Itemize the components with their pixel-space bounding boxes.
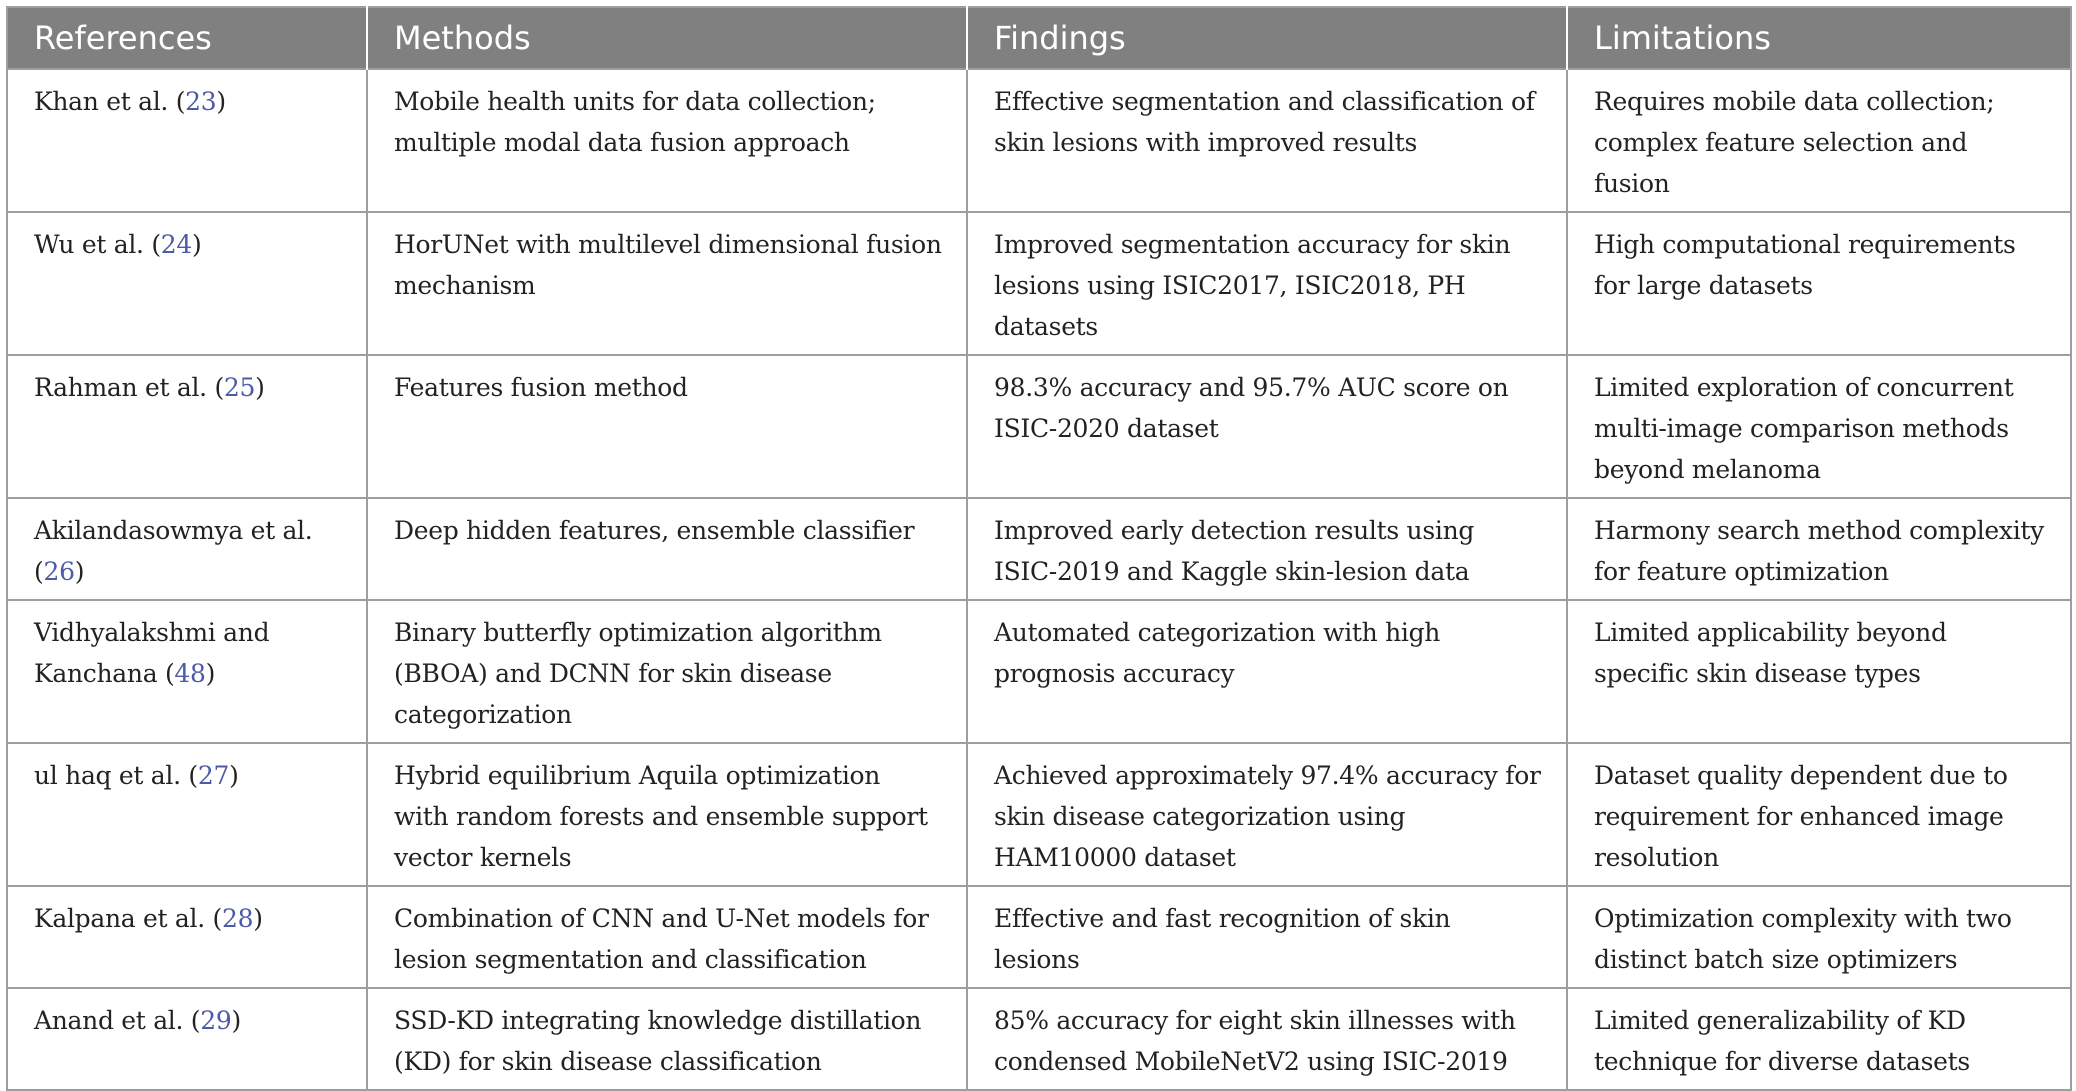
reference-text: Rahman et al. ( [34, 373, 224, 402]
citation-link[interactable]: 26 [43, 557, 75, 586]
cell-limitations: Limited applicability beyond specific skin disease types [1567, 600, 2071, 743]
reference-close: ) [255, 373, 265, 402]
cell-findings: 85% accuracy for eight skin illnesses with condensed MobileNetV2 using ISIC-2019 [967, 988, 1567, 1090]
cell-findings: Achieved approximately 97.4% accuracy for skin disease categorization using HAM10000 dataset [967, 743, 1567, 886]
reference-close: ) [231, 1006, 241, 1035]
literature-review-table-container [6, 6, 2070, 1076]
cell-limitations: Requires mobile data collection; complex feature selection and fusion [1567, 69, 2071, 212]
reference-text: Vidhyalakshmi and Kanchana ( [34, 618, 270, 688]
literature-review-table [6, 6, 2072, 1091]
cell-reference [7, 600, 367, 743]
cell-reference [7, 355, 367, 498]
cell-reference [7, 743, 367, 886]
citation-link[interactable]: 29 [200, 1006, 232, 1035]
cell-findings: Improved segmentation accuracy for skin lesions using ISIC2017, ISIC2018, PH datasets [967, 212, 1567, 355]
cell-limitations: Harmony search method complexity for feature optimization [1567, 498, 2071, 600]
cell-methods: HorUNet with multilevel dimensional fusion mechanism [367, 212, 967, 355]
cell-methods: Combination of CNN and U-Net models for lesion segmentation and classification [367, 886, 967, 988]
header-row [7, 7, 2071, 69]
cell-methods: Hybrid equilibrium Aquila optimization with random forests and ensemble support vector kernels [367, 743, 967, 886]
cell-limitations: Optimization complexity with two distinct batch size optimizers [1567, 886, 2071, 988]
reference-close: ) [205, 659, 216, 688]
citation-link[interactable]: 23 [185, 87, 217, 116]
table-row [7, 69, 2071, 212]
header-methods: Methods [367, 7, 967, 69]
cell-methods: SSD-KD integrating knowledge distillation (KD) for skin disease classification [367, 988, 967, 1090]
citation-link[interactable]: 48 [174, 659, 206, 688]
reference-text: Khan et al. ( [34, 87, 186, 116]
cell-findings: Effective and fast recognition of skin lesions [967, 886, 1567, 988]
cell-limitations: High computational requirements for large datasets [1567, 212, 2071, 355]
citation-link[interactable]: 24 [160, 230, 192, 259]
cell-findings: Improved early detection results using ISIC-2019 and Kaggle skin-lesion data [967, 498, 1567, 600]
reference-close: ) [253, 904, 263, 933]
cell-limitations: Limited exploration of concurrent multi-image comparison methods beyond melanoma [1567, 355, 2071, 498]
cell-methods: Binary butterfly optimization algorithm (BBOA) and DCNN for skin disease categorization [367, 600, 967, 743]
cell-methods: Features fusion method [367, 355, 967, 498]
reference-text: Akilandasowmya et al. ( [34, 516, 313, 586]
citation-link[interactable]: 25 [223, 373, 256, 402]
cell-findings: Effective segmentation and classification of skin lesions with improved results [967, 69, 1567, 212]
cell-methods: Mobile health units for data collection; multiple modal data fusion approach [367, 69, 967, 212]
cell-reference [7, 69, 367, 212]
reference-text: Wu et al. ( [34, 230, 161, 259]
cell-reference [7, 988, 367, 1090]
reference-close: ) [74, 557, 85, 586]
table-row [7, 743, 2071, 886]
header-findings: Findings [967, 7, 1567, 69]
reference-close: ) [229, 761, 239, 790]
cell-reference [7, 886, 367, 988]
header-references: References [7, 7, 367, 69]
cell-methods: Deep hidden features, ensemble classifier [367, 498, 967, 600]
table-row [7, 886, 2071, 988]
citation-link[interactable]: 28 [221, 904, 254, 933]
reference-close: ) [192, 230, 202, 259]
table-row [7, 355, 2071, 498]
table-row [7, 498, 2071, 600]
table-row [7, 212, 2071, 355]
cell-limitations: Dataset quality dependent due to requirement for enhanced image resolution [1567, 743, 2071, 886]
table-row [7, 600, 2071, 743]
cell-findings: Automated categorization with high prognosis accuracy [967, 600, 1567, 743]
cell-findings: 98.3% accuracy and 95.7% AUC score on ISIC-2020 dataset [967, 355, 1567, 498]
header-limitations: Limitations [1567, 7, 2071, 69]
reference-close: ) [216, 87, 226, 116]
reference-text: Kalpana et al. ( [34, 904, 222, 933]
reference-text: Anand et al. ( [34, 1006, 201, 1035]
cell-reference [7, 498, 367, 600]
cell-reference [7, 212, 367, 355]
table-row [7, 988, 2071, 1090]
cell-limitations: Limited generalizability of KD technique for diverse datasets [1567, 988, 2071, 1090]
reference-text: ul haq et al. ( [34, 761, 198, 790]
citation-link[interactable]: 27 [197, 761, 230, 790]
